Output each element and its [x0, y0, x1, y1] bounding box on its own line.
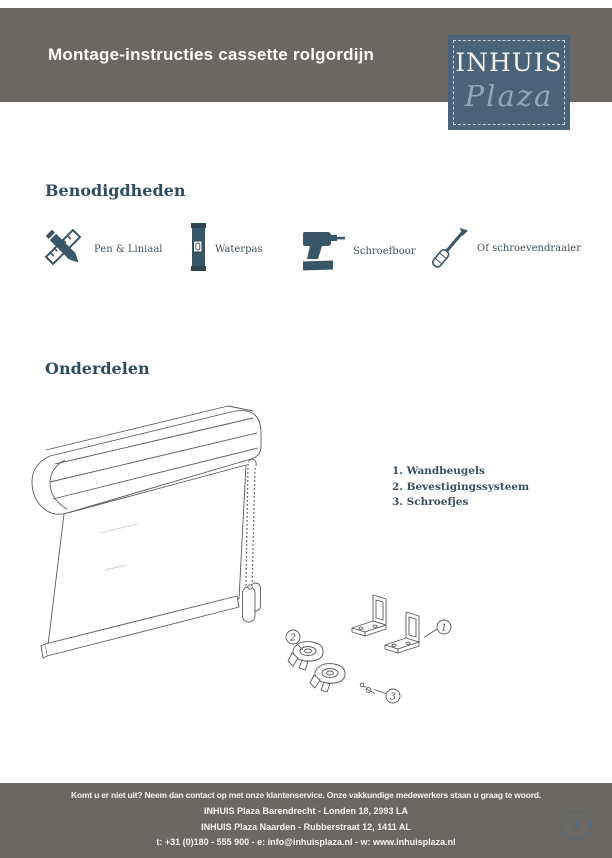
- tool-item-drill: [301, 226, 416, 277]
- page-title: Montage-instructies cassette rolgordijn: [48, 45, 375, 64]
- footer-address-naarden: INHUIS Plaza Naarden - Rubberstraat 12, 1411 AL: [201, 822, 411, 832]
- mounting-clip: [310, 664, 345, 692]
- chain-tassel: [243, 583, 261, 622]
- benodigdheden-heading: Benodigdheden: [45, 181, 186, 200]
- tool-item-pen-ruler: [40, 222, 163, 277]
- level-icon: [190, 223, 207, 276]
- wall-bracket: [385, 612, 419, 653]
- tool-label: Pen & Liniaal: [94, 244, 163, 255]
- tool-label: Of schroevendraaier: [477, 243, 581, 254]
- page-number-badge: 1: [561, 810, 591, 840]
- mounting-clip: [288, 642, 323, 670]
- svg-text:3: 3: [390, 692, 396, 703]
- tool-item-level: [190, 223, 263, 276]
- footer-bar: [0, 783, 612, 858]
- callout-3: [374, 689, 400, 703]
- drill-icon: [301, 226, 345, 277]
- svg-text:1: 1: [441, 623, 447, 634]
- callout-1: [424, 620, 451, 638]
- footer-service-text: Komt u er niet uit? Neem dan contact op met onze klantenservice. Onze vakkundige medewerkers staan u graag te woord.: [71, 790, 541, 800]
- inhuis-plaza-logo: [448, 35, 570, 130]
- bead-chain: [246, 459, 256, 589]
- footer-contact-line: t: +31 (0)180 - 555 900 - e: info@inhuisplaza.nl - w: www.inhuisplaza.nl: [156, 837, 456, 847]
- wall-bracket: [352, 595, 386, 636]
- tool-label: Waterpas: [215, 244, 263, 255]
- part-line: 2. Bevestigingssysteem: [392, 480, 530, 493]
- blind-illustration: [25, 398, 465, 718]
- logo-name-text: INHUIS: [455, 48, 563, 77]
- tool-item-screwdriver: [431, 223, 581, 274]
- part-line: 1. Wandbeugels: [392, 465, 485, 477]
- screwdriver-icon: [431, 223, 469, 274]
- screws: [360, 683, 375, 693]
- logo-subname-text: Plaza: [464, 79, 554, 113]
- onderdelen-heading: Onderdelen: [45, 359, 150, 378]
- part-line: 3. Schroefjes: [392, 496, 469, 508]
- footer-address-barendrecht: INHUIS Plaza Barendrecht - Londen 18, 2993 LA: [203, 806, 409, 816]
- pen-ruler-icon: [40, 222, 86, 277]
- tool-label: Schroefboor: [353, 246, 416, 257]
- svg-text:2: 2: [290, 633, 296, 644]
